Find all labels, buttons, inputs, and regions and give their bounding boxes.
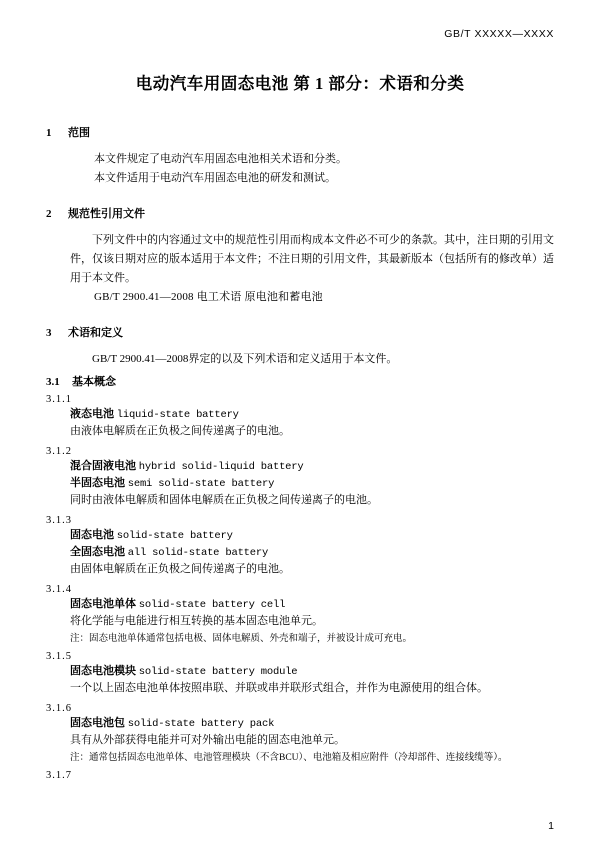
clause-number-1: 1 [46,127,52,139]
standard-code: GB/T XXXXX—XXXX [444,28,554,40]
term-entry [46,406,554,423]
term-zh: 液态电池 [70,407,114,420]
clause-heading-1 [46,124,554,140]
term-en: solid-state battery module [138,665,298,678]
normative-reference-1: GB/T 2900.41—2008 电工术语 原电池和蓄电池 [94,291,323,304]
term-en: all solid-state battery [127,547,269,559]
clause-heading-2 [46,205,554,221]
clause-title-3: 术语和定义 [68,326,123,339]
term-zh: 固态电池模块 [70,664,136,677]
term-entry [46,663,554,680]
term-zh: 固态电池单体 [70,597,136,610]
term-en: liquid-state battery [116,408,239,421]
term-note: 注：固态电池单体通常包括电极、固体电解质、外壳和端子，并被设计成可充电。 [70,633,413,644]
term-zh: 混合固液电池 [70,459,136,472]
clause-heading-3 [46,324,554,340]
term-definition: 同时由液体电解质和固体电解质在正负极之间传递离子的电池。 [70,494,378,507]
clause-1-paragraph-1: 本文件规定了电动汽车用固态电池相关术语和分类。 [94,153,347,165]
term-en: solid-state battery cell [138,598,286,611]
term-entry [46,527,554,544]
term-zh: 全固态电池 [70,546,125,558]
term-number: 3.1.5 [46,650,72,662]
subclause-number-3-1: 3.1 [46,375,60,388]
clause-2-paragraph-1: 下列文件中的内容通过文中的规范性引用而构成本文件必不可少的条款。其中，注日期的引用文件，仅该日期对应的版本适用于本文件；不注日期的引用文件，其最新版本（包括所有的修改单）适用于本文件。 [70,233,554,284]
clause-number-2: 2 [46,207,52,220]
clause-number-3: 3 [46,326,52,339]
term-en: solid-state battery [116,529,233,542]
subclause-title-3-1: 基本概念 [72,375,116,388]
term-number: 3.1.7 [46,769,72,781]
term-en: hybrid solid-liquid battery [138,460,304,473]
clause-1-paragraph-2: 本文件适用于电动汽车用固态电池的研发和测试。 [94,172,336,185]
subclause-heading-3-1 [46,373,554,389]
term-number: 3.1.1 [46,393,72,405]
term-entry-alt [46,544,554,561]
term-en: solid-state battery pack [127,717,275,730]
term-entry [46,458,554,475]
term-entry [46,596,554,613]
clause-3-paragraph-1: GB/T 2900.41—2008界定的以及下列术语和定义适用于本文件。 [92,352,398,365]
term-number: 3.1.2 [46,445,72,457]
term-zh: 固态电池包 [70,716,125,729]
clause-title-2: 规范性引用文件 [68,207,145,220]
term-number: 3.1.6 [46,702,72,714]
clause-title-1: 范围 [68,127,90,139]
term-definition: 一个以上固态电池单体按照串联、并联或串并联形式组合，并作为电源使用的组合体。 [70,682,488,695]
term-zh: 半固态电池 [70,476,125,489]
page-title: 电动汽车用固态电池 第 1 部分：术语和分类 [135,74,465,93]
term-number: 3.1.3 [46,514,72,526]
term-zh: 固态电池 [70,528,114,541]
term-entry [46,715,554,732]
term-entry-alt [46,475,554,492]
term-number: 3.1.4 [46,583,72,595]
page-number: 1 [548,820,554,832]
term-definition: 具有从外部获得电能并可对外输出电能的固态电池单元。 [70,734,345,747]
term-note: 注：通常包括固态电池单体、电池管理模块（不含BCU）、电池箱及相应附件（冷却部件、连接线缆等）。 [70,752,508,763]
term-definition: 由固体电解质在正负极之间传递离子的电池。 [70,563,290,576]
term-en: semi solid-state battery [127,477,275,490]
term-definition: 由液体电解质在正负极之间传递离子的电池。 [70,425,290,438]
term-definition: 将化学能与电能进行相互转换的基本固态电池单元。 [70,615,323,628]
